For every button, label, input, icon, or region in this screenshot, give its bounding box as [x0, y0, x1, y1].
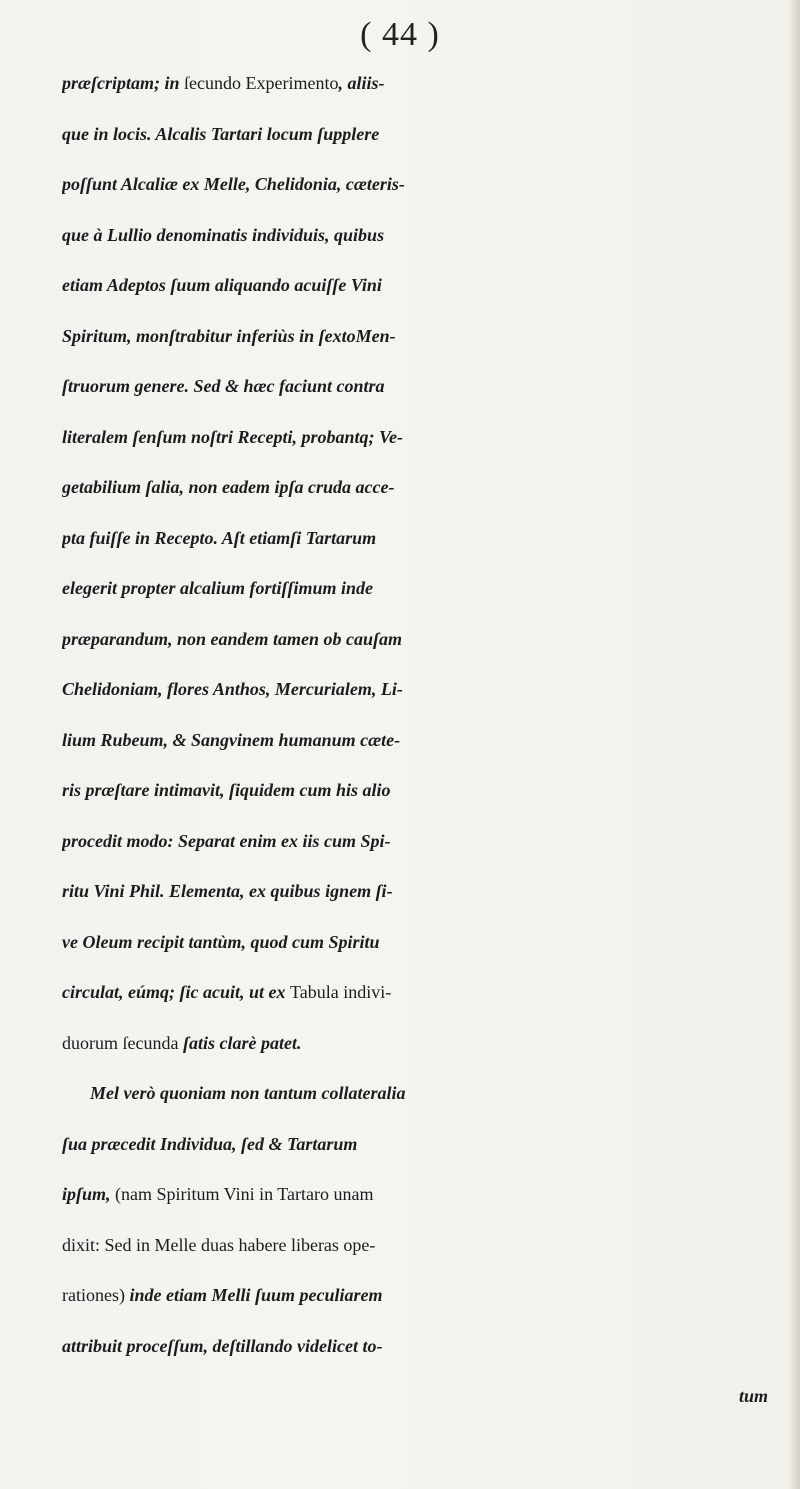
text-line: elegerit propter alcalium fortiſſimum inde	[62, 578, 373, 598]
text-line: ſua præcedit Individua, ſed & Tartarum	[62, 1133, 358, 1154]
text-line: poſſunt Alcaliæ ex Melle, Chelidonia, cæteris-	[62, 174, 405, 194]
text-line: procedit modo: Separat enim ex iis cum Spi-	[62, 830, 391, 851]
body-text	[62, 58, 792, 1422]
page-number: ( 44 )	[360, 16, 440, 53]
page-edge-shadow	[788, 0, 800, 1489]
text-line: attribuit proceſſum, deſtillando videlicet to-	[62, 1335, 383, 1356]
text-line: præparandum, non eandem tamen ob cauſam	[62, 628, 403, 649]
text-line: pta fuiſſe in Recepto. Aſt etiamſi Tartarum	[62, 527, 377, 548]
text-line: rationes) inde etiam Melli ſuum peculiarem	[62, 1285, 383, 1305]
text-line: ris præſtare intimavit, ſiquidem cum his alio	[62, 780, 391, 800]
text-line: ſtruorum genere. Sed & hæc faciunt contra	[62, 376, 385, 396]
text-line: duorum ſecunda ſatis clarè patet.	[62, 1032, 302, 1053]
text-line: Chelidoniam, flores Anthos, Mercurialem, Li-	[62, 679, 403, 699]
text-line: ritu Vini Phil. Elementa, ex quibus ignem ſi-	[62, 881, 393, 901]
text-line: literalem ſenſum noſtri Recepti, probantq; Ve-	[62, 426, 403, 447]
text-line: circulat, eúmq; ſic acuit, ut ex Tabula indivi-	[62, 982, 392, 1002]
text-line: præſcriptam; in ſecundo Experimento, aliis-	[62, 73, 385, 93]
text-line: Spiritum, monſtrabitur inferiùs in ſextoMen-	[62, 325, 396, 346]
text-line: dixit: Sed in Melle duas habere liberas ope-	[62, 1234, 376, 1255]
text-line: getabilium ſalia, non eadem ipſa cruda acce-	[62, 477, 395, 497]
text-line: etiam Adeptos ſuum aliquando acuiſſe Vini	[62, 275, 382, 295]
text-line: que in locis. Alcalis Tartari locum ſupplere	[62, 123, 380, 144]
text-line: lium Rubeum, & Sangvinem humanum cæte-	[62, 729, 401, 750]
text-line: ve Oleum recipit tantùm, quod cum Spiritu	[62, 931, 380, 952]
text-line: que à Lullio denominatis individuis, quibus	[62, 224, 385, 245]
text-line: ipſum, (nam Spiritum Vini in Tartaro unam	[62, 1184, 374, 1204]
catchword: tum	[738, 1386, 768, 1406]
text-line: Mel verò quoniam non tantum collateralia	[90, 1083, 406, 1103]
